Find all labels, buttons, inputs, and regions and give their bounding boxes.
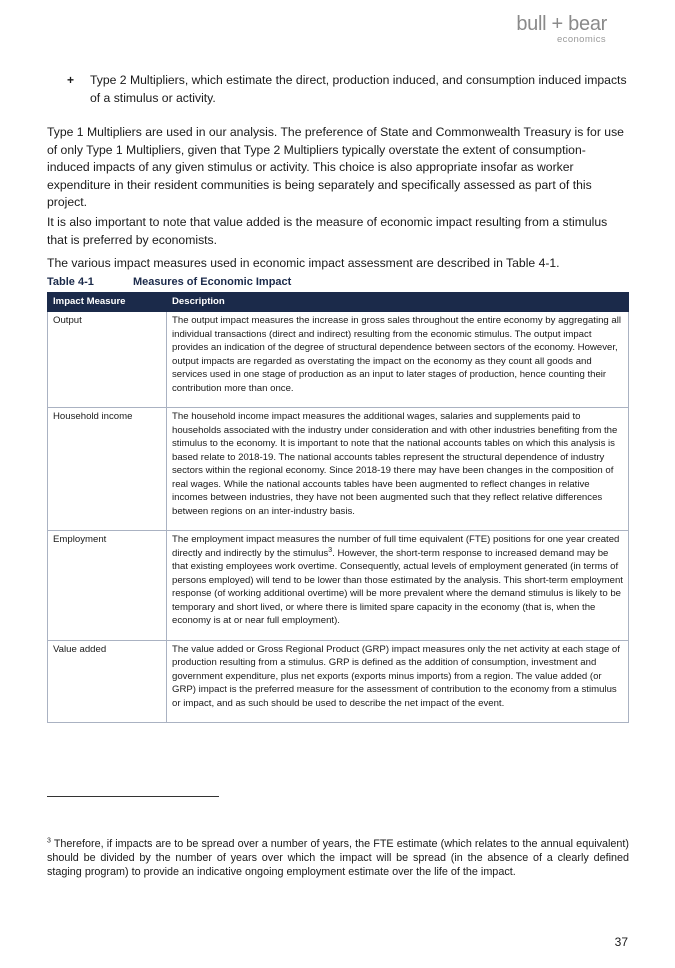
footnote: [47, 837, 629, 879]
header-impact-measure: Impact Measure: [48, 293, 167, 312]
table-row: [48, 640, 629, 723]
measure-cell: Household income: [48, 408, 167, 531]
table-row: [48, 408, 629, 531]
table-row: [48, 531, 629, 641]
footnote-text: Therefore, if impacts are to be spread over a number of years, the FTE estimate (which relates to the annual equivalent) should be divided by the number of years over which the impact will be spread (in the absence of a clearly defined staging program) to provide an indicative ongoing employment estimate over the life of the impact.: [47, 838, 630, 878]
company-logo: [516, 14, 607, 45]
description-cell: The output impact measures the increase in gross sales throughout the entire economy by aggregating all individual transactions (direct and indirect) resulting from the economic stimulus. The output impact provides an indication of the degree of structural dependence between sectors of the economy. However, output impacts are regarded as overstating the impact on the economy as they count all goods and services used in one stage of production as an input to later stages of production, hence counting their contribution more than once.: [167, 312, 629, 408]
bullet-text: Type 2 Multipliers, which estimate the direct, production induced, and consumption induced impacts of a stimulus or activity.: [90, 73, 627, 105]
logo-name: bull + bear: [516, 13, 607, 35]
footnote-ref: 3: [328, 546, 333, 554]
economic-impact-table: [47, 292, 629, 723]
bullet-item: [67, 72, 627, 107]
table-caption: [47, 276, 291, 288]
paragraph-impact-measures: The various impact measures used in economic impact assessment are described in Table 4-1.: [47, 256, 560, 270]
description-cell: The household income impact measures the additional wages, salaries and supplements paid to households associated with the industry under consideration and with other industries benefiting from the stimulus to the economy. It is important to note that the national accounts tables on which this analysis is based relate to 2018-19. The national accounts tables represent the structural dependence of industry sectors within the regional economy. Since 2018-19 there may have been changes in the composition of real wages. While the national accounts tables have been augmented to reflect changes in relative incomes between industries, they have not been augmented such that they reflect relative differences between regions on an inter-industry basis.: [167, 408, 629, 531]
page-number: 37: [614, 935, 628, 949]
table-caption-number: Table 4-1: [47, 276, 94, 288]
measure-cell: Output: [48, 312, 167, 408]
description-cell: [167, 531, 629, 641]
table-row: [48, 312, 629, 408]
table-caption-title: Measures of Economic Impact: [133, 276, 292, 288]
description-cell: The value added or Gross Regional Product (GRP) impact measures only the net activity at each stage of production resulting from a stimulus. GRP is defined as the addition of consumption, investment and government expenditure, plus net exports (exports minus imports) from a region. The value added (or GRP) impact is the preferred measure for the assessment of contribution to the economy from a stimulus or impact, and as such should be used to describe the net impact of the event.: [167, 640, 629, 723]
plus-bullet-icon: +: [67, 73, 75, 87]
paragraph-multipliers: Type 1 Multipliers are used in our analysis. The preference of State and Commonwealth Treasury is for use of only Type 1 Multipliers, given that Type 2 Multipliers typically overstate the extent of consumption-induced impacts of any given stimulus or activity. This choice is also appropriate insofar as worker expenditure in their resident communities is being separately and specifically assessed as part of this project.: [47, 125, 624, 209]
measure-cell: Value added: [48, 640, 167, 723]
description-text-cont: . However, the short-term response to increased demand may be that existing employees work overtime. Consequently, actual levels of employment generated (in terms of persons employed) will tend to be lower than those estimated by the analysis. This short-term employment response (of working additional overtime) will be more prevalent where the demand stimulus is likely to be temporary and short lived, or where there is limited spare capacity in the economy (that is, when the economy is at or near full employment).: [172, 547, 623, 626]
measure-cell: Employment: [48, 531, 167, 641]
footnote-divider: [47, 796, 219, 797]
description-text: The employment impact measures the number of full time equivalent (FTE) positions for one year created directly and indirectly by the stimulus: [172, 534, 620, 559]
paragraph-value-added: It is also important to note that value added is the measure of economic impact resulting from a stimulus that is preferred by economists.: [47, 215, 608, 247]
header-description: Description: [167, 293, 629, 312]
table-header-row: [48, 293, 629, 312]
logo-subtitle: economics: [556, 34, 606, 45]
footnote-number: 3: [47, 837, 51, 845]
